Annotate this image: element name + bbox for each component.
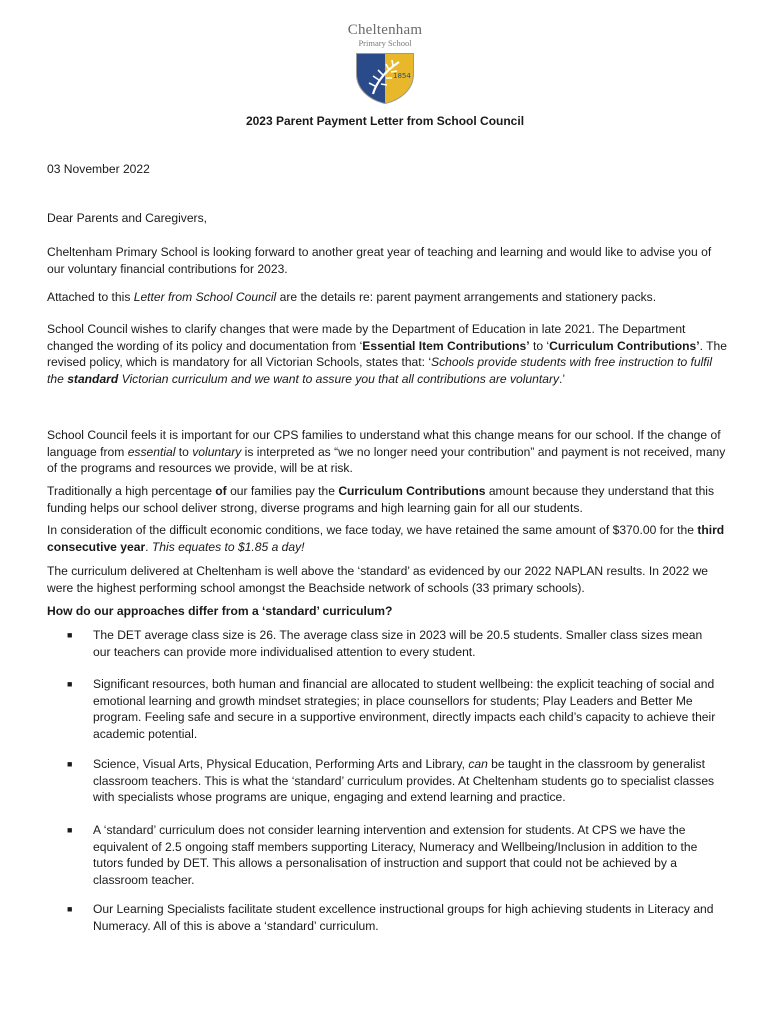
bullet-marker: ■ xyxy=(67,630,73,640)
paragraph-change-meaning: School Council feels it is important for our CPS families to understand what this change means for our school. If the change of language from essential to voluntary is interpreted as “we no longer need your contribution” and payment is not received, many of the programs and resources we provide, will be at risk. xyxy=(47,428,726,475)
paragraph-amount: In consideration of the difficult economic conditions, we face today, we have retained the same amount of $370.00 for the third consecutive year. This equates to $1.85 a day! xyxy=(47,523,725,554)
bullet-specialists: Science, Visual Arts, Physical Education, Performing Arts and Library, can be taught in the classroom by generalist classroom teachers. This is what the ‘standard’ curriculum provides. At Cheltenham students go to specialist classes with specialists whose programs are unique, engaging and extend learning and practice. xyxy=(93,757,715,804)
school-logo xyxy=(335,22,435,104)
letter-title: 2023 Parent Payment Letter from School Council xyxy=(245,114,525,128)
paragraph-attached: Attached to this Letter from School Council are the details re: parent payment arrangements and stationery packs. xyxy=(47,290,657,304)
salutation: Dear Parents and Caregivers, xyxy=(47,211,207,225)
bullet-wellbeing: Significant resources, both human and financial are allocated to student wellbeing: the explicit teaching of social and emotional learning and growth mindset strategies; in place counsellors for students; Play Leaders and Better Me program. Feeling safe and secure in a supportive environment, directly impacts each child’s capacity to achieve their academic potential. xyxy=(93,677,716,741)
paragraph-traditionally: Traditionally a high percentage of our families pay the Curriculum Contributions amount because they understand that this funding helps our school deliver strong, diverse programs and high learning gain for all our students. xyxy=(47,484,715,515)
bullet-marker: ■ xyxy=(67,679,73,689)
logo-year: 1854 xyxy=(393,72,411,80)
bullet-intervention: A ‘standard’ curriculum does not consider learning intervention and extension for students. At CPS we have the equivalent of 2.5 ongoing staff members supporting Literacy, Numeracy and Wellbeing/Inclusion in addition to the tutors funded by DET. This allows a personalisation of instruction and support that could not be achieved by a classroom teacher. xyxy=(93,823,698,887)
bullet-learning-specialists: Our Learning Specialists facilitate student excellence instructional groups for high achieving students in Literacy and Numeracy. All of this is above a ‘standard’ curriculum. xyxy=(93,902,714,933)
logo-school-name: Cheltenham xyxy=(347,22,423,38)
logo-school-subtitle: Primary School xyxy=(358,38,412,48)
paragraph-policy-change: School Council wishes to clarify changes that were made by the Department of Education in late 2021. The Department changed the wording of its policy and documentation from ‘Essential Item Contributions’ to ‘Curriculum Contributions’. The revised policy, which is mandatory for all Victorian Schools, states that: ‘Schools provide students with free instruction to fulfil the standard Victorian curriculum and we want to assure you that all contributions are voluntary.’ xyxy=(47,322,727,386)
section-heading: How do our approaches differ from a ‘standard’ curriculum? xyxy=(47,604,393,618)
bullet-marker: ■ xyxy=(67,759,73,769)
paragraph-naplan: The curriculum delivered at Cheltenham is well above the ‘standard’ as evidenced by our 2022 NAPLAN results. In 2022 we were the highest performing school amongst the Beachside network of schools (33 primary schools). xyxy=(47,564,709,595)
letter-date: 03 November 2022 xyxy=(47,162,150,176)
bullet-class-size: The DET average class size is 26. The average class size in 2023 will be 20.5 students. Smaller class sizes mean our teachers can provide more individualised attention to every student. xyxy=(93,628,703,659)
bullet-marker: ■ xyxy=(67,825,73,835)
school-crest-icon xyxy=(353,50,417,104)
bullet-marker: ■ xyxy=(67,904,73,914)
paragraph-intro: Cheltenham Primary School is looking forward to another great year of teaching and learning and would like to advise you of our voluntary financial contributions for 2023. xyxy=(47,245,712,276)
